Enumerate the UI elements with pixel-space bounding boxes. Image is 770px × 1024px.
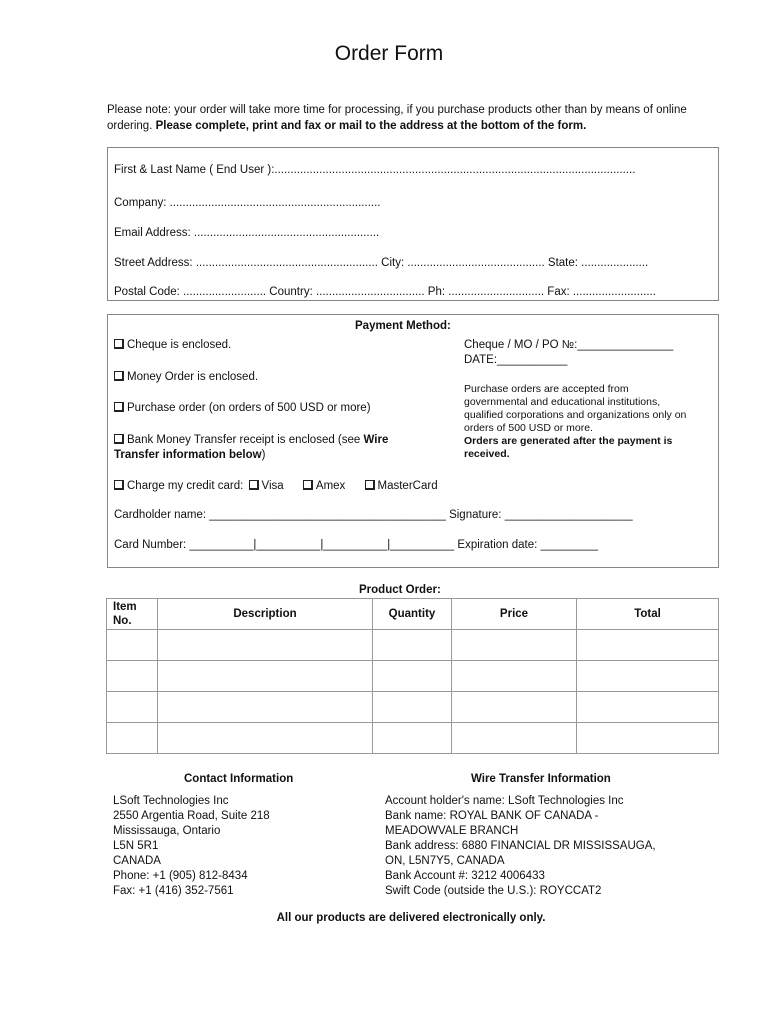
table-cell[interactable] <box>158 630 373 661</box>
bank-transfer-end: ) <box>261 449 266 461</box>
checkbox-icon[interactable] <box>114 434 124 444</box>
table-cell[interactable] <box>577 661 719 692</box>
page-title: Order Form <box>334 42 444 65</box>
table-cell[interactable] <box>373 723 452 754</box>
purchase-order-option[interactable] <box>114 402 371 414</box>
table-cell[interactable] <box>577 630 719 661</box>
amex-label: Amex <box>315 480 346 492</box>
table-cell[interactable] <box>452 630 577 661</box>
visa-label: Visa <box>261 480 284 492</box>
date-field[interactable]: DATE:___________ <box>464 354 568 366</box>
bank-transfer-label: Bank Money Transfer receipt is enclosed (see <box>127 434 364 446</box>
checkbox-icon[interactable] <box>303 480 313 490</box>
table-cell[interactable] <box>107 661 158 692</box>
po-note <box>464 383 694 461</box>
note-bold: Please complete, print and fax or mail to the address at the bottom of the form. <box>155 120 587 132</box>
credit-card-row <box>114 480 438 492</box>
cardholder-field[interactable]: Cardholder name: _____________________________________ Signature: ____________________ <box>114 509 633 521</box>
payment-heading: Payment Method: <box>355 320 451 332</box>
cheque-option[interactable] <box>114 339 231 351</box>
po-note-bold: Orders are generated after the payment is received. <box>464 435 673 460</box>
column-header: Total <box>577 599 719 630</box>
column-header: Description <box>158 599 373 630</box>
table-cell[interactable] <box>158 661 373 692</box>
product-order-heading: Product Order: <box>359 584 441 596</box>
wire-ref: Wire <box>363 434 389 446</box>
table-cell[interactable] <box>452 692 577 723</box>
column-header: Price <box>452 599 577 630</box>
product-table <box>106 598 719 754</box>
checkbox-icon[interactable] <box>114 402 124 412</box>
column-header: Quantity <box>373 599 452 630</box>
cheque-label: Cheque is enclosed. <box>127 339 232 351</box>
wire-heading: Wire Transfer Information <box>471 773 611 785</box>
table-cell[interactable] <box>107 630 158 661</box>
mastercard-label: MasterCard <box>377 480 438 492</box>
money-order-option[interactable] <box>114 371 258 383</box>
credit-card-label: Charge my credit card: <box>127 480 244 492</box>
checkbox-icon[interactable] <box>249 480 259 490</box>
wire-details: Account holder's name: LSoft Technologies Inc Bank name: ROYAL BANK OF CANADA - MEADOWVALE BRANCH Bank address: 6880 FINANCIAL DR MISSISSAUGA, ON, L5N7Y5, CANADA Bank Account #: 3212 4006433 Swift Code (outside the U.S.): ROYCCAT2 <box>385 795 656 897</box>
table-cell[interactable] <box>373 661 452 692</box>
email-field[interactable]: Email Address: .......................................................... <box>114 227 380 239</box>
bank-transfer-option[interactable] <box>114 433 388 463</box>
table-row <box>107 661 719 692</box>
table-cell[interactable] <box>577 692 719 723</box>
table-cell[interactable] <box>107 723 158 754</box>
checkbox-icon[interactable] <box>114 371 124 381</box>
company-field[interactable]: Company: .................................................................. <box>114 197 381 209</box>
table-row <box>107 692 719 723</box>
street-field[interactable]: Street Address: ......................................................... City: ........................................... State: ..................... <box>114 257 649 269</box>
note-text: Please note: your order will take more time for processing, if you purchase products other than by means of online ordering. <box>107 104 687 132</box>
cheque-number-field[interactable]: Cheque / MO / PO №:_______________ <box>464 339 674 351</box>
table-cell[interactable] <box>158 692 373 723</box>
card-number-field[interactable]: Card Number: __________|__________|__________|__________ Expiration date: _________ <box>114 539 599 551</box>
table-row <box>107 723 719 754</box>
contact-heading: Contact Information <box>184 773 294 785</box>
checkbox-icon[interactable] <box>114 480 124 490</box>
footer-note: All our products are delivered electronically only. <box>276 912 546 924</box>
table-cell[interactable] <box>107 692 158 723</box>
name-field[interactable]: First & Last Name ( End User ):................................................................................................................. <box>114 164 636 176</box>
contact-details: LSoft Technologies Inc 2550 Argentia Road, Suite 218 Mississauga, Ontario L5N 5R1 CANADA Phone: +1 (905) 812-8434 Fax: +1 (416) 352-7561 <box>113 795 270 897</box>
table-header-row <box>107 599 719 630</box>
processing-note <box>107 102 727 134</box>
checkbox-icon[interactable] <box>114 339 124 349</box>
column-header: Item No. <box>107 599 158 630</box>
table-cell[interactable] <box>158 723 373 754</box>
table-row <box>107 630 719 661</box>
postal-field[interactable]: Postal Code: .......................... Country: .................................. Ph: .............................. Fax: .......................... <box>114 286 656 298</box>
table-cell[interactable] <box>452 661 577 692</box>
money-order-label: Money Order is enclosed. <box>127 371 259 383</box>
po-note-text: Purchase orders are accepted from governmental and educational institutions, qualified corporations and organizations only on orders of 500 USD or more. <box>464 383 687 434</box>
checkbox-icon[interactable] <box>365 480 375 490</box>
table-cell[interactable] <box>577 723 719 754</box>
wire-ref-2: Transfer information below <box>114 449 262 461</box>
purchase-order-label: Purchase order (on orders of 500 USD or more) <box>127 402 371 414</box>
table-cell[interactable] <box>373 692 452 723</box>
table-cell[interactable] <box>373 630 452 661</box>
table-cell[interactable] <box>452 723 577 754</box>
